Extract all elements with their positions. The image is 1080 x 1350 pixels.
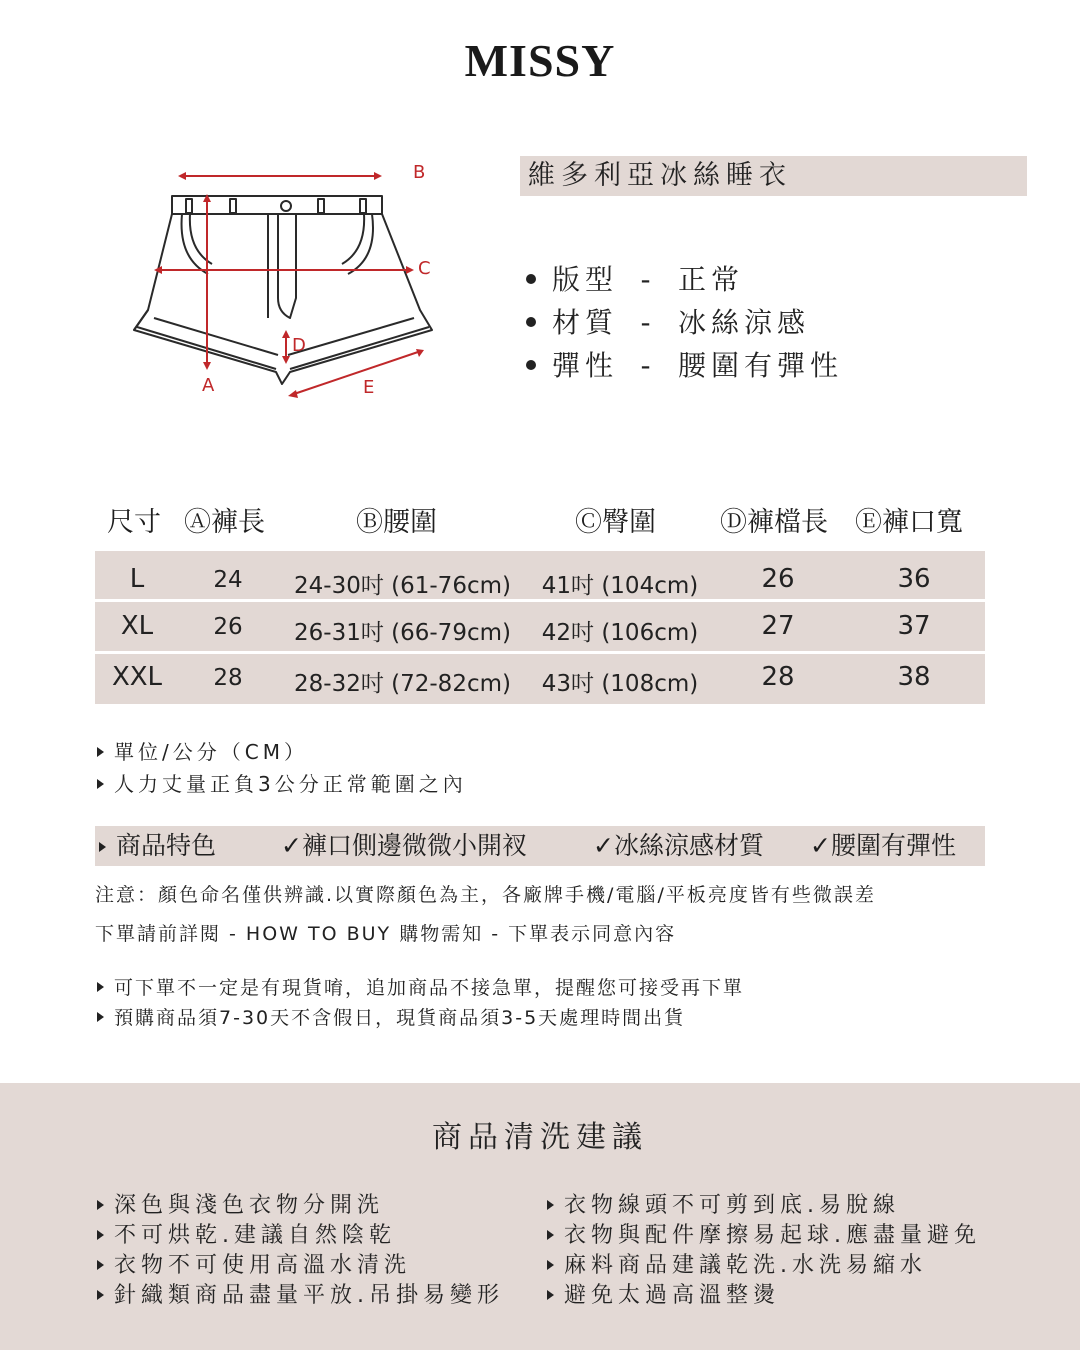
cell-size: XXL xyxy=(111,662,163,692)
attribute-item xyxy=(526,305,843,348)
cell-size: L xyxy=(129,564,145,594)
attribute-label: 版型 xyxy=(552,263,619,296)
label-d: D xyxy=(292,335,306,356)
brand-logo: MISSY xyxy=(464,35,616,86)
bullet-icon xyxy=(526,317,536,327)
attribute-value: 冰絲涼感 xyxy=(678,306,811,339)
washing-item xyxy=(97,1191,504,1221)
triangle-bullet-icon xyxy=(97,1260,104,1270)
header-length: Ⓐ褲長 xyxy=(184,507,265,538)
product-name: 維多利亞冰絲睡衣 xyxy=(520,156,1027,196)
header-rise: Ⓓ褲檔長 xyxy=(720,507,828,538)
triangle-bullet-icon xyxy=(547,1260,554,1270)
washing-item xyxy=(97,1221,504,1251)
triangle-bullet-icon xyxy=(97,1290,104,1300)
cell-leg-opening: 38 xyxy=(897,662,931,692)
washing-list-right xyxy=(547,1191,981,1311)
bullet-icon xyxy=(526,360,536,370)
washing-item xyxy=(97,1251,504,1281)
triangle-bullet-icon xyxy=(97,1012,104,1022)
product-attributes xyxy=(526,262,843,391)
washing-list-left xyxy=(97,1191,504,1311)
feature-item: ✓腰圍有彈性 xyxy=(810,831,956,860)
cell-rise: 26 xyxy=(761,564,795,594)
attribute-label: 彈性 xyxy=(552,349,619,382)
bullet-icon xyxy=(526,274,536,284)
features-label-text: 商品特色 xyxy=(116,831,217,860)
cell-leg-opening: 36 xyxy=(897,564,931,594)
header-hip: Ⓒ臀圍 xyxy=(575,507,656,538)
purchase-notice: 下單請前詳閱 - HOW TO BUY 購物需知 - 下單表示同意內容 xyxy=(95,923,677,945)
washing-item-text: 深色與淺色衣物分開洗 xyxy=(114,1193,385,1218)
washing-item xyxy=(547,1251,981,1281)
triangle-bullet-icon xyxy=(547,1200,554,1210)
cell-waist: 24-30吋 (61-76cm) xyxy=(294,573,511,599)
triangle-bullet-icon xyxy=(97,779,104,789)
washing-item xyxy=(547,1191,981,1221)
triangle-bullet-icon xyxy=(547,1290,554,1300)
header-waist: Ⓑ腰圍 xyxy=(356,507,437,538)
order-note-text: 可下單不一定是有現貨唷，追加商品不接急單，提醒您可接受再下單 xyxy=(114,977,745,999)
washing-item-text: 避免太過高溫整燙 xyxy=(564,1283,781,1308)
triangle-bullet-icon xyxy=(97,1200,104,1210)
triangle-bullet-icon xyxy=(99,842,106,852)
cell-waist: 28-32吋 (72-82cm) xyxy=(294,671,511,697)
order-note-text: 預購商品須7-30天不含假日，現貨商品須3-5天處理時間出貨 xyxy=(114,1007,686,1029)
washing-item-text: 衣物線頭不可剪到底.易脫線 xyxy=(564,1193,900,1218)
cell-length: 28 xyxy=(213,665,243,691)
cell-leg-opening: 37 xyxy=(897,611,931,641)
attribute-separator: - xyxy=(640,263,656,296)
color-notice: 注意：顏色命名僅供辨識.以實際顏色為主，各廠牌手機/電腦/平板亮度皆有些微誤差 xyxy=(95,884,876,906)
attribute-separator: - xyxy=(640,306,656,339)
cell-size: XL xyxy=(120,611,154,641)
attribute-item xyxy=(526,262,843,305)
washing-item-text: 衣物與配件摩擦易起球.應盡量避免 xyxy=(564,1223,981,1248)
cell-hip: 43吋 (108cm) xyxy=(541,671,699,697)
attribute-value: 腰圍有彈性 xyxy=(678,349,844,382)
measure-note xyxy=(97,768,467,797)
washing-item-text: 不可烘乾.建議自然陰乾 xyxy=(114,1223,396,1248)
triangle-bullet-icon xyxy=(97,982,104,992)
header-size: 尺寸 xyxy=(107,507,161,538)
triangle-bullet-icon xyxy=(97,747,104,757)
cell-waist: 26-31吋 (66-79cm) xyxy=(294,620,511,646)
attribute-value: 正常 xyxy=(678,263,745,296)
cell-length: 24 xyxy=(213,567,243,593)
header-leg-opening: Ⓔ褲口寬 xyxy=(855,507,963,538)
washing-item xyxy=(97,1281,504,1311)
washing-item-text: 衣物不可使用高溫水清洗 xyxy=(114,1253,412,1278)
washing-item xyxy=(547,1221,981,1251)
washing-item xyxy=(547,1281,981,1311)
triangle-bullet-icon xyxy=(97,1230,104,1240)
features-label xyxy=(99,826,216,866)
unit-note xyxy=(97,736,308,765)
washing-title: 商品清洗建議 xyxy=(432,1120,648,1155)
label-b: B xyxy=(413,162,426,183)
triangle-bullet-icon xyxy=(547,1230,554,1240)
unit-note-text: 單位/公分（CM） xyxy=(114,740,308,764)
measure-note-text: 人力丈量正負3公分正常範圍之內 xyxy=(114,772,467,796)
order-note xyxy=(97,1003,685,1030)
order-note xyxy=(97,973,744,1000)
feature-item: ✓褲口側邊微微小開衩 xyxy=(281,831,527,860)
cell-hip: 42吋 (106cm) xyxy=(541,620,699,646)
cell-hip: 41吋 (104cm) xyxy=(541,573,699,599)
attribute-separator: - xyxy=(640,349,656,382)
washing-item-text: 麻料商品建議乾洗.水洗易縮水 xyxy=(564,1253,927,1278)
attribute-item xyxy=(526,348,843,391)
washing-item-text: 針織類商品盡量平放.吊掛易變形 xyxy=(114,1283,504,1308)
cell-length: 26 xyxy=(213,614,243,640)
feature-item: ✓冰絲涼感材質 xyxy=(593,831,764,860)
attribute-label: 材質 xyxy=(552,306,619,339)
label-a: A xyxy=(202,375,215,396)
cell-rise: 28 xyxy=(761,662,795,692)
label-e: E xyxy=(363,377,375,398)
label-c: C xyxy=(418,258,431,279)
shorts-measurement-diagram xyxy=(120,150,450,410)
cell-rise: 27 xyxy=(761,611,795,641)
